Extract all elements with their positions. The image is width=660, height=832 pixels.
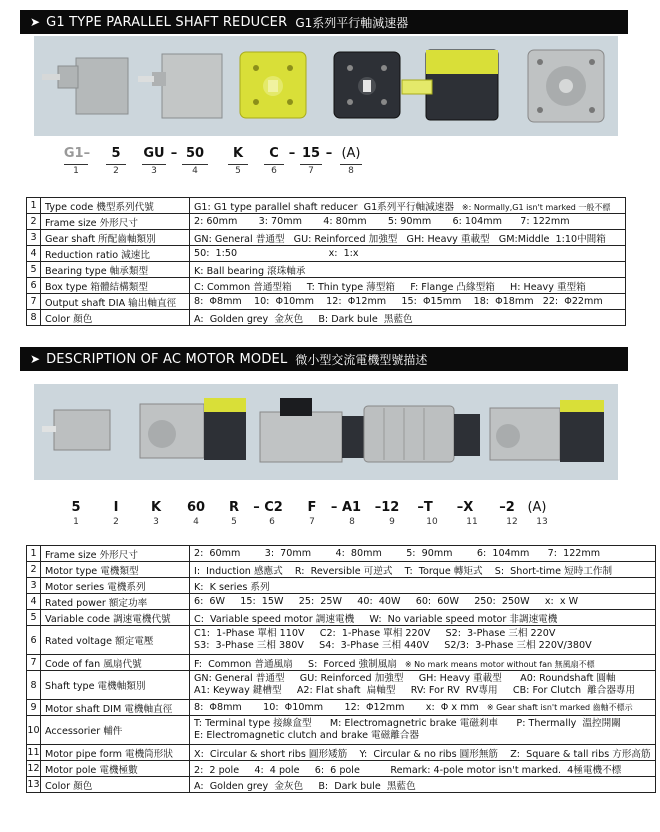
section1-spec-table bbox=[26, 197, 626, 326]
row-value-text: K: Ball bearing 滾珠軸承 bbox=[194, 265, 306, 277]
row-key: Output shaft DIA 输出軸直徑 bbox=[41, 294, 190, 310]
row-value bbox=[190, 594, 656, 610]
row-number: 6 bbox=[27, 626, 41, 655]
row-value-text-2: S3: 3-Phase 三相 380V S4: 3-Phase 三相 440V S2/3: 3-Phase 三相 220V/380V bbox=[194, 640, 592, 651]
row-value-text: 6: 6W 15: 15W 25: 25W 40: 40W 60: 60W 250: 250W x: x W bbox=[194, 596, 579, 607]
row-value bbox=[190, 777, 656, 793]
section2-model-code bbox=[66, 500, 566, 532]
section2-title-cn: 微小型交流電機型號描述 bbox=[295, 352, 428, 367]
code-seg: I bbox=[113, 500, 119, 515]
code-num: 10 bbox=[426, 517, 438, 527]
code-num: 3 bbox=[142, 164, 166, 176]
row-number: 8 bbox=[27, 671, 41, 700]
row-key: Color 顏色 bbox=[41, 310, 190, 326]
row-value-text: A: Golden grey 金灰色 B: Dark bule 黑藍色 bbox=[194, 313, 413, 325]
code-seg: K bbox=[232, 146, 244, 161]
row-key: Bearing type 軸承類型 bbox=[41, 262, 190, 278]
row-value-text: T: Terminal type 接線盒型 M: Electromagnetric brake 電磁剎車 P: Thermally 溫控開關 bbox=[194, 718, 621, 729]
gearbox-silver-angled bbox=[138, 54, 222, 118]
row-key: Frame size 外形尺寸 bbox=[41, 214, 190, 230]
code-num: 9 bbox=[389, 517, 395, 527]
gearbox-silver-face bbox=[528, 50, 604, 122]
row-key: Code of fan 風扇代號 bbox=[41, 655, 190, 671]
row-value bbox=[190, 700, 656, 716]
table-row bbox=[27, 671, 656, 700]
code-num: 3 bbox=[153, 517, 159, 527]
table-row bbox=[27, 562, 656, 578]
row-key: Type code 機型系列代號 bbox=[41, 198, 190, 214]
code-seg: 5 bbox=[111, 146, 121, 161]
table-row bbox=[27, 578, 656, 594]
table-row bbox=[27, 594, 656, 610]
row-value bbox=[190, 294, 626, 310]
row-number: 3 bbox=[27, 230, 41, 246]
code-num: 1 bbox=[73, 517, 79, 527]
row-key: Motor type 電機類型 bbox=[41, 562, 190, 578]
motor-illustration bbox=[34, 384, 618, 480]
code-num: 6 bbox=[269, 517, 275, 527]
table-row bbox=[27, 745, 656, 761]
row-number: 11 bbox=[27, 745, 41, 761]
row-value bbox=[190, 310, 626, 326]
table-row bbox=[27, 546, 656, 562]
code-seg: – bbox=[288, 146, 296, 161]
row-key: Rated voltage 額定電壓 bbox=[41, 626, 190, 655]
row-number: 4 bbox=[27, 246, 41, 262]
gearbox-gold-shaft bbox=[402, 50, 498, 120]
row-key: Shaft type 電機軸類別 bbox=[41, 671, 190, 700]
code-seg: G1– bbox=[63, 146, 91, 161]
row-value-text: X: Circular & short ribs 圓形矮筋 Y: Circular & no ribs 圓形無筋 Z: Square & tall ribs 方形高筋 bbox=[194, 748, 651, 760]
row-number: 13 bbox=[27, 777, 41, 793]
motor-ribbed-silver bbox=[364, 406, 480, 462]
row-value bbox=[190, 230, 626, 246]
table-row bbox=[27, 626, 656, 655]
row-value bbox=[190, 610, 656, 626]
table-row bbox=[27, 610, 656, 626]
row-note: ※ No mark means motor without fan 無風扇不標 bbox=[404, 659, 595, 669]
table-row bbox=[27, 198, 626, 214]
code-num: 8 bbox=[349, 517, 355, 527]
row-value-text: 8: Φ8mm 10: Φ10mm 12: Φ12mm 15: Φ15mm 18: Φ18mm 22: Φ22mm bbox=[194, 296, 603, 307]
row-note: ※: Normally,G1 isn't marked 一般不標 bbox=[461, 202, 611, 212]
row-value bbox=[190, 745, 656, 761]
row-key: Accessorier 輔件 bbox=[41, 716, 190, 745]
row-value bbox=[190, 626, 656, 655]
section1-title-cn: G1系列平行軸減速器 bbox=[295, 15, 409, 30]
row-value bbox=[190, 761, 656, 777]
row-number: 1 bbox=[27, 546, 41, 562]
row-number: 2 bbox=[27, 562, 41, 578]
code-num: 1 bbox=[64, 164, 88, 176]
gearbox-illustration bbox=[34, 36, 618, 136]
gearbox-dark-front bbox=[334, 52, 400, 118]
row-value-text: C: Common 普通型箱 T: Thin type 薄型箱 F: Flange 凸緣型箱 H: Heavy 重型箱 bbox=[194, 281, 586, 293]
section2-title: DESCRIPTION OF AC MOTOR MODEL bbox=[46, 351, 288, 367]
table-row bbox=[27, 777, 656, 793]
row-number: 9 bbox=[27, 700, 41, 716]
row-value-text: G1: G1 type parallel shaft reducer G1系列平行軸減速器 bbox=[194, 201, 454, 213]
code-seg: 60 bbox=[186, 500, 206, 515]
row-value-text: C: Variable speed motor 調速電機 W: No variable speed motor 非調速電機 bbox=[194, 613, 558, 625]
chevron-right-icon: ➤ bbox=[30, 352, 41, 366]
row-value-text: 2: 60mm 3: 70mm 4: 80mm 5: 90mm 6: 104mm 7: 122mm bbox=[194, 216, 570, 227]
code-seg: – bbox=[325, 146, 333, 161]
code-num: 8 bbox=[340, 164, 362, 176]
row-value-text: 2: 2 pole 4: 4 pole 6: 6 pole Remark: 4-pole motor isn't marked. 4極電機不標 bbox=[194, 764, 622, 776]
reducer-photo bbox=[34, 36, 618, 136]
row-value bbox=[190, 546, 656, 562]
row-number: 2 bbox=[27, 214, 41, 230]
code-num: 7 bbox=[309, 517, 315, 527]
code-num: 13 bbox=[536, 517, 548, 527]
code-seg: (A) bbox=[527, 500, 547, 515]
code-num: 5 bbox=[228, 164, 248, 176]
row-value-text: A: Golden grey 金灰色 B: Dark bule 黑藍色 bbox=[194, 780, 416, 792]
row-value-text: GN: General 普通型 GU: Reinforced 加強型 GH: Heavy 重載型 GM:Middle 1:10中間箱 bbox=[194, 233, 606, 245]
row-number: 6 bbox=[27, 278, 41, 294]
code-seg: R bbox=[228, 500, 239, 515]
code-seg: –T bbox=[417, 500, 433, 515]
row-key: Motor pole 電機極數 bbox=[41, 761, 190, 777]
row-key: Frame size 外形尺寸 bbox=[41, 546, 190, 562]
table-row bbox=[27, 700, 656, 716]
row-value bbox=[190, 246, 626, 262]
code-seg: –2 bbox=[499, 500, 515, 515]
code-seg: C bbox=[269, 146, 279, 161]
row-value-text-2: A1: Keyway 鍵槽型 A2: Flat shaft 扁軸型 RV: For RV RV專用 CB: For Clutch 離合器專用 bbox=[194, 685, 636, 696]
table-row bbox=[27, 716, 656, 745]
table-row bbox=[27, 230, 626, 246]
table-row bbox=[27, 655, 656, 671]
motor-gearhead-dark bbox=[490, 400, 604, 462]
code-num: 2 bbox=[106, 164, 126, 176]
row-key: Motor shaft DIM 電機軸直徑 bbox=[41, 700, 190, 716]
row-number: 8 bbox=[27, 310, 41, 326]
row-value bbox=[190, 562, 656, 578]
motor-gearbox-gold bbox=[140, 398, 246, 460]
code-num: 4 bbox=[182, 164, 208, 176]
code-seg: –12 bbox=[374, 500, 400, 515]
table-row bbox=[27, 294, 626, 310]
row-number: 5 bbox=[27, 262, 41, 278]
row-value bbox=[190, 671, 656, 700]
row-value-text-2: E: Electromagnetic clutch and brake 電磁離合器 bbox=[194, 730, 419, 741]
row-value-text: I: Induction 感應式 R: Reversible 可逆式 T: Torque 轉矩式 S: Short-time 短時工作制 bbox=[194, 565, 613, 577]
row-key: Color 顏色 bbox=[41, 777, 190, 793]
code-seg: 5 bbox=[71, 500, 81, 515]
row-value-text: F: Common 普通風扇 S: Forced 強制風扇 bbox=[194, 658, 397, 670]
code-seg: – A1 bbox=[330, 500, 362, 515]
table-row bbox=[27, 262, 626, 278]
row-number: 7 bbox=[27, 655, 41, 671]
section1-title: G1 TYPE PARALLEL SHAFT REDUCER bbox=[46, 14, 288, 30]
row-number: 7 bbox=[27, 294, 41, 310]
row-value-text: GN: General 普通型 GU: Reinforced 加強型 GH: Heavy 重載型 A0: Roundshaft 圓軸 bbox=[194, 673, 616, 684]
code-num: 12 bbox=[506, 517, 518, 527]
row-number: 5 bbox=[27, 610, 41, 626]
row-value bbox=[190, 716, 656, 745]
row-number: 1 bbox=[27, 198, 41, 214]
section1-banner bbox=[20, 10, 628, 34]
table-row bbox=[27, 761, 656, 777]
gearbox-gold-front bbox=[240, 52, 306, 118]
row-number: 12 bbox=[27, 761, 41, 777]
section2-spec-table bbox=[26, 545, 656, 793]
code-num: 11 bbox=[466, 517, 478, 527]
row-value-text: 8: Φ8mm 10: Φ10mm 12: Φ12mm x: Φ x mm bbox=[194, 702, 479, 713]
row-key: Box type 箱體結構類型 bbox=[41, 278, 190, 294]
row-value bbox=[190, 278, 626, 294]
code-seg: 50 bbox=[185, 146, 205, 161]
row-number: 3 bbox=[27, 578, 41, 594]
row-value-text: 50: 1:50 x: 1:x bbox=[194, 248, 359, 259]
code-num: 5 bbox=[231, 517, 237, 527]
code-seg: 15 bbox=[301, 146, 321, 161]
motor-small-silver bbox=[42, 410, 110, 450]
code-num: 4 bbox=[193, 517, 199, 527]
row-note: ※ Gear shaft isn't marked 齒軸不標示 bbox=[486, 703, 633, 712]
row-value bbox=[190, 655, 656, 671]
chevron-right-icon: ➤ bbox=[30, 15, 41, 29]
row-key: Motor series 電機系列 bbox=[41, 578, 190, 594]
row-key: Rated power 額定功率 bbox=[41, 594, 190, 610]
row-key: Gear shaft 所配齒軸類別 bbox=[41, 230, 190, 246]
code-seg: – C2 bbox=[253, 500, 283, 515]
code-seg: K bbox=[150, 500, 162, 515]
row-value bbox=[190, 198, 626, 214]
code-seg: – bbox=[170, 146, 178, 161]
code-seg: F bbox=[307, 500, 317, 515]
code-num: 7 bbox=[300, 164, 322, 176]
gearbox-silver-side bbox=[42, 58, 128, 114]
code-seg: (A) bbox=[341, 146, 361, 161]
code-seg: –X bbox=[456, 500, 474, 515]
motor-photo bbox=[34, 384, 618, 480]
table-row bbox=[27, 214, 626, 230]
motor-terminal-box bbox=[260, 398, 364, 462]
section1-model-code bbox=[62, 146, 382, 180]
table-row bbox=[27, 278, 626, 294]
row-key: Motor pipe form 電機筒形狀 bbox=[41, 745, 190, 761]
table-row bbox=[27, 246, 626, 262]
section2-banner bbox=[20, 347, 628, 371]
table-row bbox=[27, 310, 626, 326]
row-number: 10 bbox=[27, 716, 41, 745]
row-value bbox=[190, 262, 626, 278]
code-num: 2 bbox=[113, 517, 119, 527]
row-value-text: C1: 1-Phase 單相 110V C2: 1-Phase 單相 220V S2: 3-Phase 三相 220V bbox=[194, 628, 556, 639]
row-value bbox=[190, 578, 656, 594]
row-key: Reduction ratio 減速比 bbox=[41, 246, 190, 262]
row-value bbox=[190, 214, 626, 230]
row-number: 4 bbox=[27, 594, 41, 610]
row-key: Variable code 調速電機代號 bbox=[41, 610, 190, 626]
row-value-text: K: K series 系列 bbox=[194, 581, 270, 593]
code-num: 6 bbox=[264, 164, 284, 176]
row-value-text: 2: 60mm 3: 70mm 4: 80mm 5: 90mm 6: 104mm 7: 122mm bbox=[194, 548, 601, 559]
code-seg: GU bbox=[143, 146, 165, 161]
